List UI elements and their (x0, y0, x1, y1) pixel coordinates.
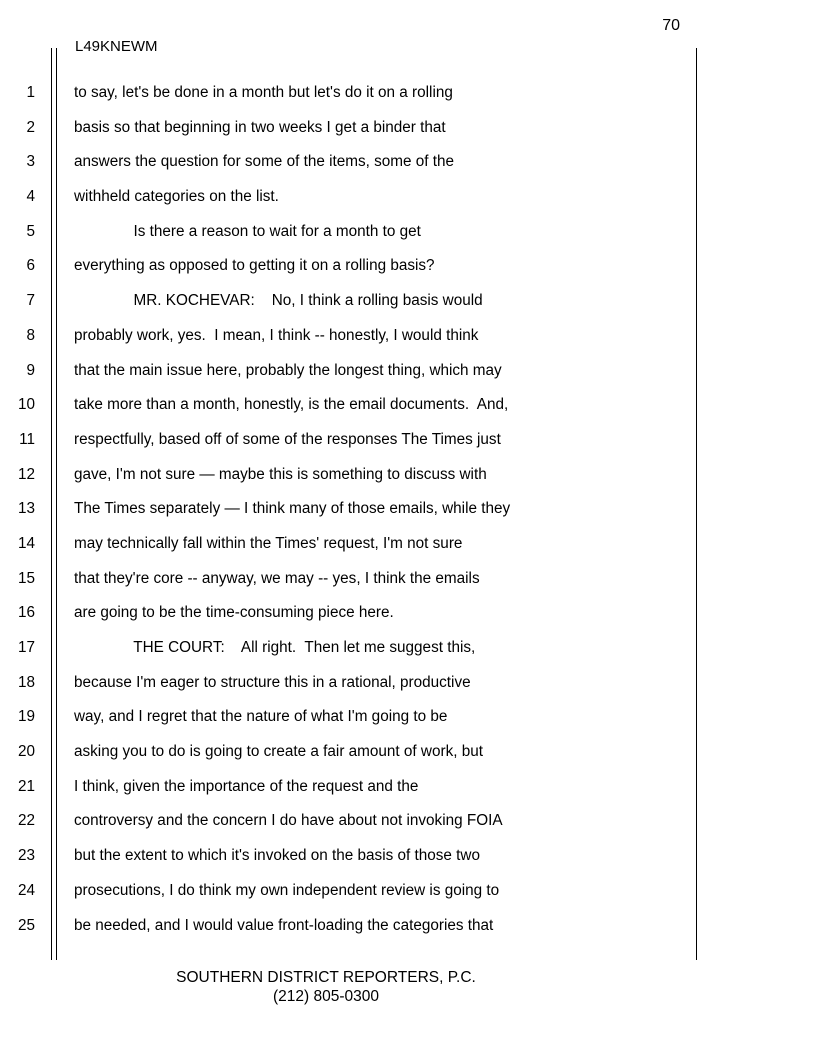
line-number: 6 (26, 257, 35, 275)
line-number: 18 (17, 673, 35, 691)
transcript-line (0, 492, 700, 527)
line-number: 14 (17, 534, 35, 552)
transcript-lines (0, 76, 700, 943)
line-number: 15 (17, 569, 35, 587)
transcript-line (0, 319, 700, 354)
transcript-line (0, 562, 700, 597)
line-number: 21 (17, 777, 35, 795)
line-text: basis so that beginning in two weeks I get a binder that (74, 118, 446, 136)
transcript-line (0, 423, 700, 458)
transcript-line (0, 145, 700, 180)
footer (0, 968, 652, 1006)
line-text: The Times separately — I think many of those emails, while they (74, 500, 511, 518)
line-text: asking you to do is going to create a fair amount of work, but (74, 743, 483, 761)
line-text: withheld categories on the list. (74, 188, 279, 206)
line-text: I think, given the importance of the request and the (74, 777, 419, 795)
line-text: answers the question for some of the items, some of the (74, 153, 455, 171)
line-text: be needed, and I would value front-loading the categories that (74, 916, 494, 934)
line-number: 2 (26, 118, 35, 136)
line-number: 5 (26, 222, 35, 240)
line-number: 17 (17, 639, 35, 656)
line-number: 19 (17, 708, 35, 726)
line-text: everything as opposed to getting it on a rolling basis? (74, 257, 435, 275)
line-number: 9 (26, 361, 35, 379)
reporter-phone: (212) 805-0300 (273, 988, 379, 1005)
line-number: 8 (26, 326, 35, 344)
line-text: that the main issue here, probably the longest thing, which may (74, 361, 502, 379)
transcript-line (0, 354, 700, 389)
line-text: Is there a reason to wait for a month to get (74, 222, 421, 240)
line-text: MR. KOCHEVAR: No, I think a rolling basis would (74, 292, 483, 310)
line-number: 24 (17, 881, 35, 899)
transcript-line (0, 249, 700, 284)
line-number: 12 (17, 465, 35, 483)
line-number: 3 (26, 153, 35, 171)
line-text: that they're core -- anyway, we may -- yes, I think the emails (74, 569, 480, 587)
line-text: to say, let's be done in a month but let's do it on a rolling (74, 84, 453, 101)
line-number: 11 (19, 430, 35, 448)
line-number: 10 (17, 396, 35, 414)
transcript-line (0, 111, 700, 146)
line-text: THE COURT: All right. Then let me suggest this, (74, 639, 476, 656)
line-text: controversy and the concern I do have about not invoking FOIA (74, 812, 503, 830)
transcript-line (0, 700, 700, 735)
transcript-line (0, 874, 700, 909)
transcript-line (0, 180, 700, 215)
line-text: take more than a month, honestly, is the email documents. And, (74, 396, 509, 414)
line-number: 7 (26, 292, 35, 310)
line-number: 13 (17, 500, 35, 518)
transcript-line (0, 666, 700, 701)
transcript-line (0, 770, 700, 805)
line-number: 1 (26, 84, 35, 101)
line-number: 23 (17, 847, 35, 865)
line-text: way, and I regret that the nature of what I'm going to be (74, 708, 448, 726)
line-number: 20 (17, 743, 35, 761)
line-text: probably work, yes. I mean, I think -- honestly, I would think (74, 326, 479, 344)
page-number: 70 (662, 17, 680, 34)
line-text: respectfully, based off of some of the responses The Times just (74, 430, 501, 448)
line-number: 4 (26, 188, 35, 206)
transcript-line (0, 596, 700, 631)
line-text: because I'm eager to structure this in a rational, productive (74, 673, 471, 691)
line-number: 16 (17, 604, 35, 622)
transcript-line (0, 458, 700, 493)
line-number: 25 (17, 916, 35, 934)
line-text: are going to be the time-consuming piece here. (74, 604, 394, 622)
transcript-line (0, 804, 700, 839)
case-header: L49KNEWM (75, 38, 158, 55)
transcript-line (0, 839, 700, 874)
line-text: gave, I'm not sure — maybe this is something to discuss with (74, 465, 487, 483)
line-text: may technically fall within the Times' request, I'm not sure (74, 534, 463, 552)
transcript-line (0, 527, 700, 562)
line-text: but the extent to which it's invoked on the basis of those two (74, 847, 480, 865)
transcript-line (0, 909, 700, 944)
line-number: 22 (17, 812, 35, 830)
transcript-line (0, 388, 700, 423)
transcript-line (0, 215, 700, 250)
line-text: prosecutions, I do think my own independent review is going to (74, 881, 500, 899)
transcript-line (0, 631, 700, 666)
reporter-name: SOUTHERN DISTRICT REPORTERS, P.C. (176, 969, 476, 986)
transcript-line (0, 76, 700, 111)
transcript-line (0, 735, 700, 770)
transcript-line (0, 284, 700, 319)
